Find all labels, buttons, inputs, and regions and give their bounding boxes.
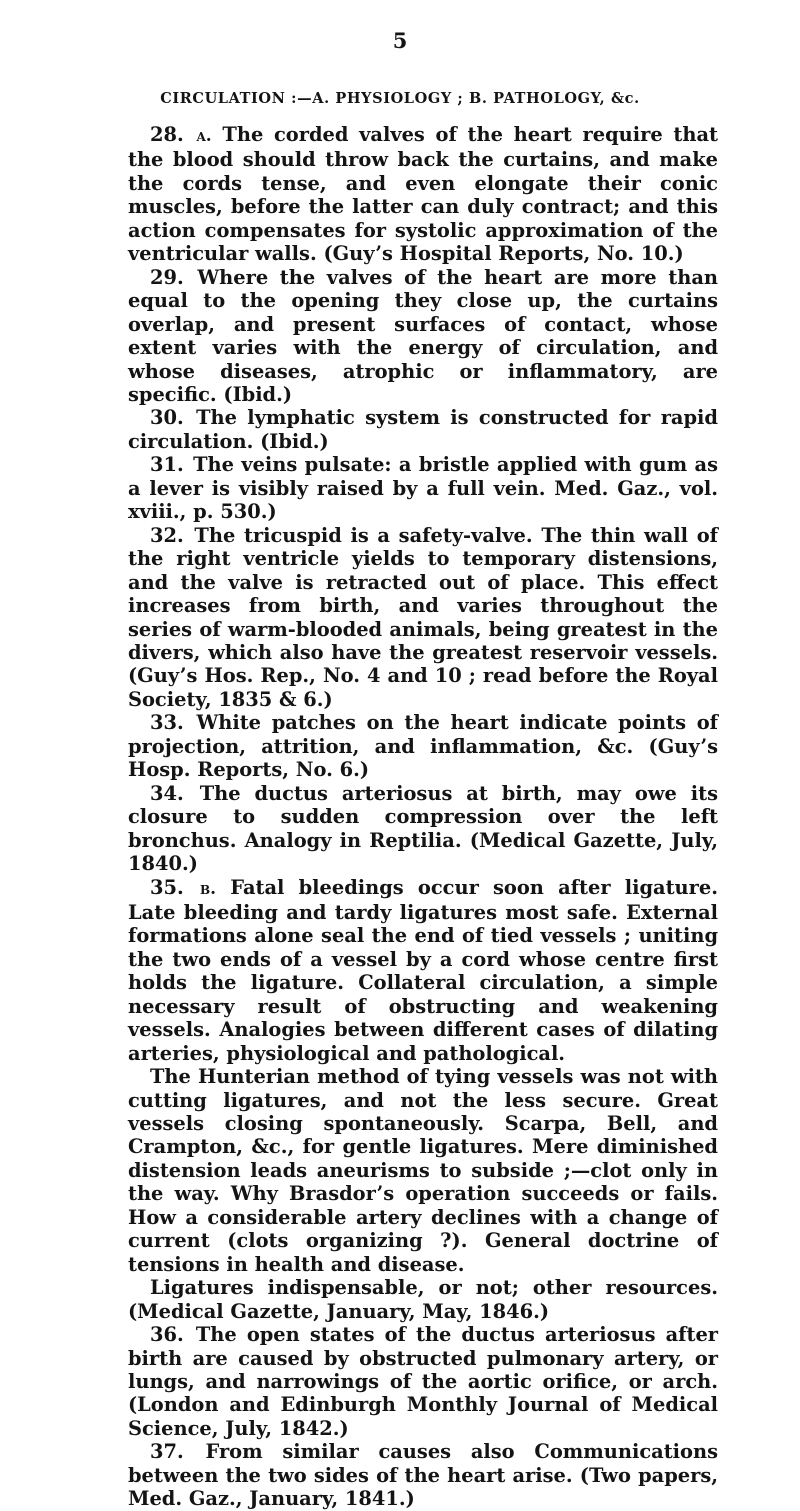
paragraph-text: White patches on the heart indicate points of projection, attrition, and inflammation, &c. (Guy’s Hosp. Reports, No. 6.) <box>128 711 718 782</box>
paragraph-text: Where the valves of the heart are more than equal to the opening they close up, the curtains overlap, and present surfaces of contact, whose extent varies with the energy of circulation, and whose diseases, atrophic or inflammatory, are specific. (Ibid.) <box>128 265 718 406</box>
paragraph-30 <box>128 406 718 453</box>
paragraph-number: 37. <box>150 1440 184 1464</box>
paragraph-number: 32. <box>150 523 184 547</box>
paragraph-text: The ductus arteriosus at birth, may owe its closure to sudden compression over the left bronchus. Analogy in Reptilia. (Medical Gazette, July, 1840.) <box>128 781 718 876</box>
paragraph-number: 31. <box>150 453 184 477</box>
paragraph-29 <box>128 266 718 407</box>
paragraph-text: The tricuspid is a safety-valve. The thin wall of the right ventricle yields to temporary distensions, and the valve is retracted out of place. This effect increases from birth, and varies throughout the series of warm-blooded animals, being greatest in the divers, which also have the greatest reservoir vessels. (Guy’s Hos. Rep., No. 4 and 10 ; read before the Royal Society, 1835 & 6.) <box>128 523 718 711</box>
paragraph-number: 30. <box>150 406 184 430</box>
paragraph-number: 34. <box>150 781 184 805</box>
paragraph-number: 35. <box>150 875 184 899</box>
paragraph-32 <box>128 524 718 712</box>
paragraph-number: 28. <box>150 123 184 146</box>
section-label-b: b. <box>199 878 217 899</box>
paragraph-text: The corded valves of the heart require that the blood should throw back the curtains, and make the cords tense, and even elongate their conic muscles, before the latter can duly contract; and this action compensates for systolic approximation of the ventricular walls. (Guy’s Hospital Reports, No. 10.) <box>128 123 718 266</box>
paragraph-number: 33. <box>150 711 184 735</box>
paragraph-text: The Hunterian method of tying vessels was not with cutting ligatures, and not the less secure. Great vessels closing spontaneously. Scarpa, Bell, and Crampton, &c., for gentle ligatures. Mere diminished distension leads aneurisms to subside ;—clot only in the way. Why Brasdor’s operation succeeds or fails. How a considerable artery declines with a change of current (clots organizing ?). General doctrine of tensions in health and disease. <box>128 1065 718 1276</box>
body-text <box>128 123 718 1511</box>
paragraph-number: 36. <box>150 1323 184 1347</box>
paragraph-28 <box>128 123 718 266</box>
paragraph-text: The veins pulsate: a bristle applied with gum as a lever is visibly raised by a full vein. Med. Gaz., vol. xviii., p. 530.) <box>128 453 718 524</box>
paragraph-text: Ligatures indispensable, or not; other resources. (Medical Gazette, January, May, 1846.) <box>128 1276 718 1323</box>
paragraph-33 <box>128 711 718 781</box>
paragraph-35 <box>128 876 718 1066</box>
page-number: 5 <box>392 28 408 53</box>
paragraph-37 <box>128 1440 718 1510</box>
paragraph-35-continued-hunterian <box>128 1065 718 1276</box>
section-label-a: a. <box>196 126 212 146</box>
paragraph-31 <box>128 453 718 523</box>
paragraph-text: The lymphatic system is constructed for rapid circulation. (Ibid.) <box>128 406 718 453</box>
paragraph-number: 29. <box>150 265 184 289</box>
paragraph-36 <box>128 1323 718 1440</box>
running-head: CIRCULATION :—A. PHYSIOLOGY ; B. PATHOLOGY, &c. <box>160 90 640 107</box>
paragraph-text: From similar causes also Communications between the two sides of the heart arise. (Two papers, Med. Gaz., January, 1841.) <box>128 1440 718 1511</box>
paragraph-35-continued-ligatures <box>128 1276 718 1323</box>
paragraph-text: The open states of the ductus arteriosus after birth are caused by obstructed pulmonary artery, or lungs, and narrowings of the aortic orifice, or arch. (London and Edinburgh Monthly Journal of Medical Science, July, 1842.) <box>128 1323 718 1440</box>
paragraph-34 <box>128 782 718 876</box>
paragraph-text: Fatal bleedings occur soon after ligature. Late bleeding and tardy ligatures most safe. External formations alone seal the end of tied vessels ; uniting the two ends of a vessel by a cord whose centre first holds the ligature. Collateral circulation, a simple necessary result of obstructing and weakening vessels. Analogies between different cases of dilating arteries, physiological and pathological. <box>128 875 718 1065</box>
